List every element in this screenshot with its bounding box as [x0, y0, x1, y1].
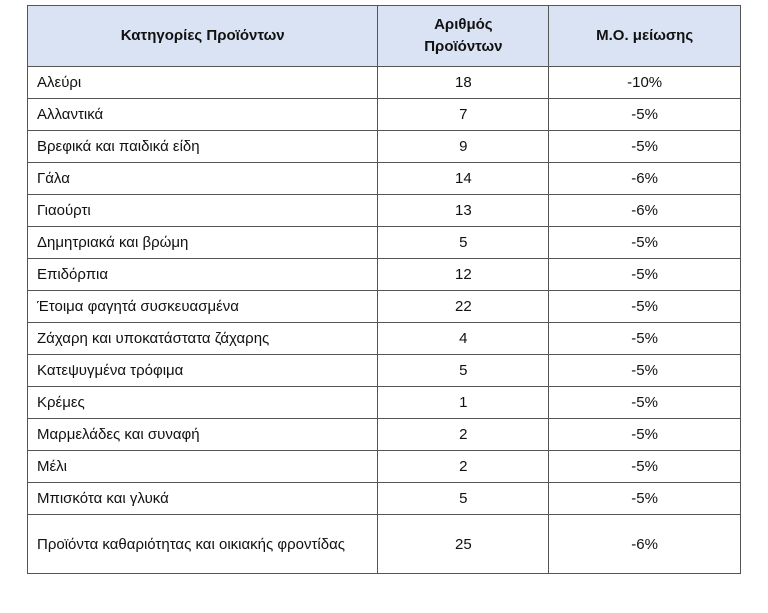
category-cell: Μέλι	[28, 451, 378, 483]
category-cell: Βρεφικά και παιδικά είδη	[28, 131, 378, 163]
reduction-cell: -5%	[549, 291, 741, 323]
count-cell: 18	[378, 67, 549, 99]
category-cell: Έτοιμα φαγητά συσκευασμένα	[28, 291, 378, 323]
count-cell: 5	[378, 227, 549, 259]
table-row	[28, 67, 741, 99]
category-cell: Κρέμες	[28, 387, 378, 419]
count-cell: 14	[378, 163, 549, 195]
count-cell: 7	[378, 99, 549, 131]
category-cell: Αλλαντικά	[28, 99, 378, 131]
category-cell: Δημητριακά και βρώμη	[28, 227, 378, 259]
reduction-cell: -5%	[549, 131, 741, 163]
table-row	[28, 515, 741, 574]
header-row	[28, 6, 741, 67]
header-reduction: Μ.Ο. μείωσης	[549, 6, 741, 67]
category-cell: Αλεύρι	[28, 67, 378, 99]
category-cell: Γάλα	[28, 163, 378, 195]
table-row	[28, 99, 741, 131]
table-row	[28, 291, 741, 323]
count-cell: 2	[378, 419, 549, 451]
count-cell: 22	[378, 291, 549, 323]
category-cell: Προϊόντα καθαριότητας και οικιακής φροντίδας	[28, 515, 378, 574]
product-reduction-table	[27, 5, 741, 574]
table-row	[28, 483, 741, 515]
category-cell: Μαρμελάδες και συναφή	[28, 419, 378, 451]
reduction-cell: -5%	[549, 259, 741, 291]
category-cell: Κατεψυγμένα τρόφιμα	[28, 355, 378, 387]
reduction-cell: -5%	[549, 419, 741, 451]
table-row	[28, 131, 741, 163]
category-cell: Γιαούρτι	[28, 195, 378, 227]
table-row	[28, 163, 741, 195]
reduction-cell: -10%	[549, 67, 741, 99]
count-cell: 13	[378, 195, 549, 227]
reduction-cell: -6%	[549, 515, 741, 574]
header-count-line2: Προϊόντων	[424, 38, 503, 55]
count-cell: 9	[378, 131, 549, 163]
category-cell: Μπισκότα και γλυκά	[28, 483, 378, 515]
table-row	[28, 259, 741, 291]
header-count-line1: Αριθμός	[434, 16, 493, 33]
category-cell: Επιδόρπια	[28, 259, 378, 291]
table-row	[28, 195, 741, 227]
reduction-cell: -5%	[549, 483, 741, 515]
header-category: Κατηγορίες Προϊόντων	[28, 6, 378, 67]
reduction-cell: -5%	[549, 227, 741, 259]
table-row	[28, 451, 741, 483]
table-row	[28, 387, 741, 419]
reduction-cell: -5%	[549, 451, 741, 483]
reduction-cell: -5%	[549, 355, 741, 387]
table-row	[28, 227, 741, 259]
reduction-cell: -6%	[549, 195, 741, 227]
count-cell: 25	[378, 515, 549, 574]
table-row	[28, 419, 741, 451]
count-cell: 5	[378, 355, 549, 387]
reduction-cell: -5%	[549, 387, 741, 419]
table-row	[28, 323, 741, 355]
header-count	[378, 6, 549, 67]
category-cell: Ζάχαρη και υποκατάστατα ζάχαρης	[28, 323, 378, 355]
count-cell: 5	[378, 483, 549, 515]
reduction-cell: -5%	[549, 99, 741, 131]
reduction-cell: -5%	[549, 323, 741, 355]
count-cell: 4	[378, 323, 549, 355]
table-row	[28, 355, 741, 387]
count-cell: 12	[378, 259, 549, 291]
count-cell: 2	[378, 451, 549, 483]
count-cell: 1	[378, 387, 549, 419]
reduction-cell: -6%	[549, 163, 741, 195]
